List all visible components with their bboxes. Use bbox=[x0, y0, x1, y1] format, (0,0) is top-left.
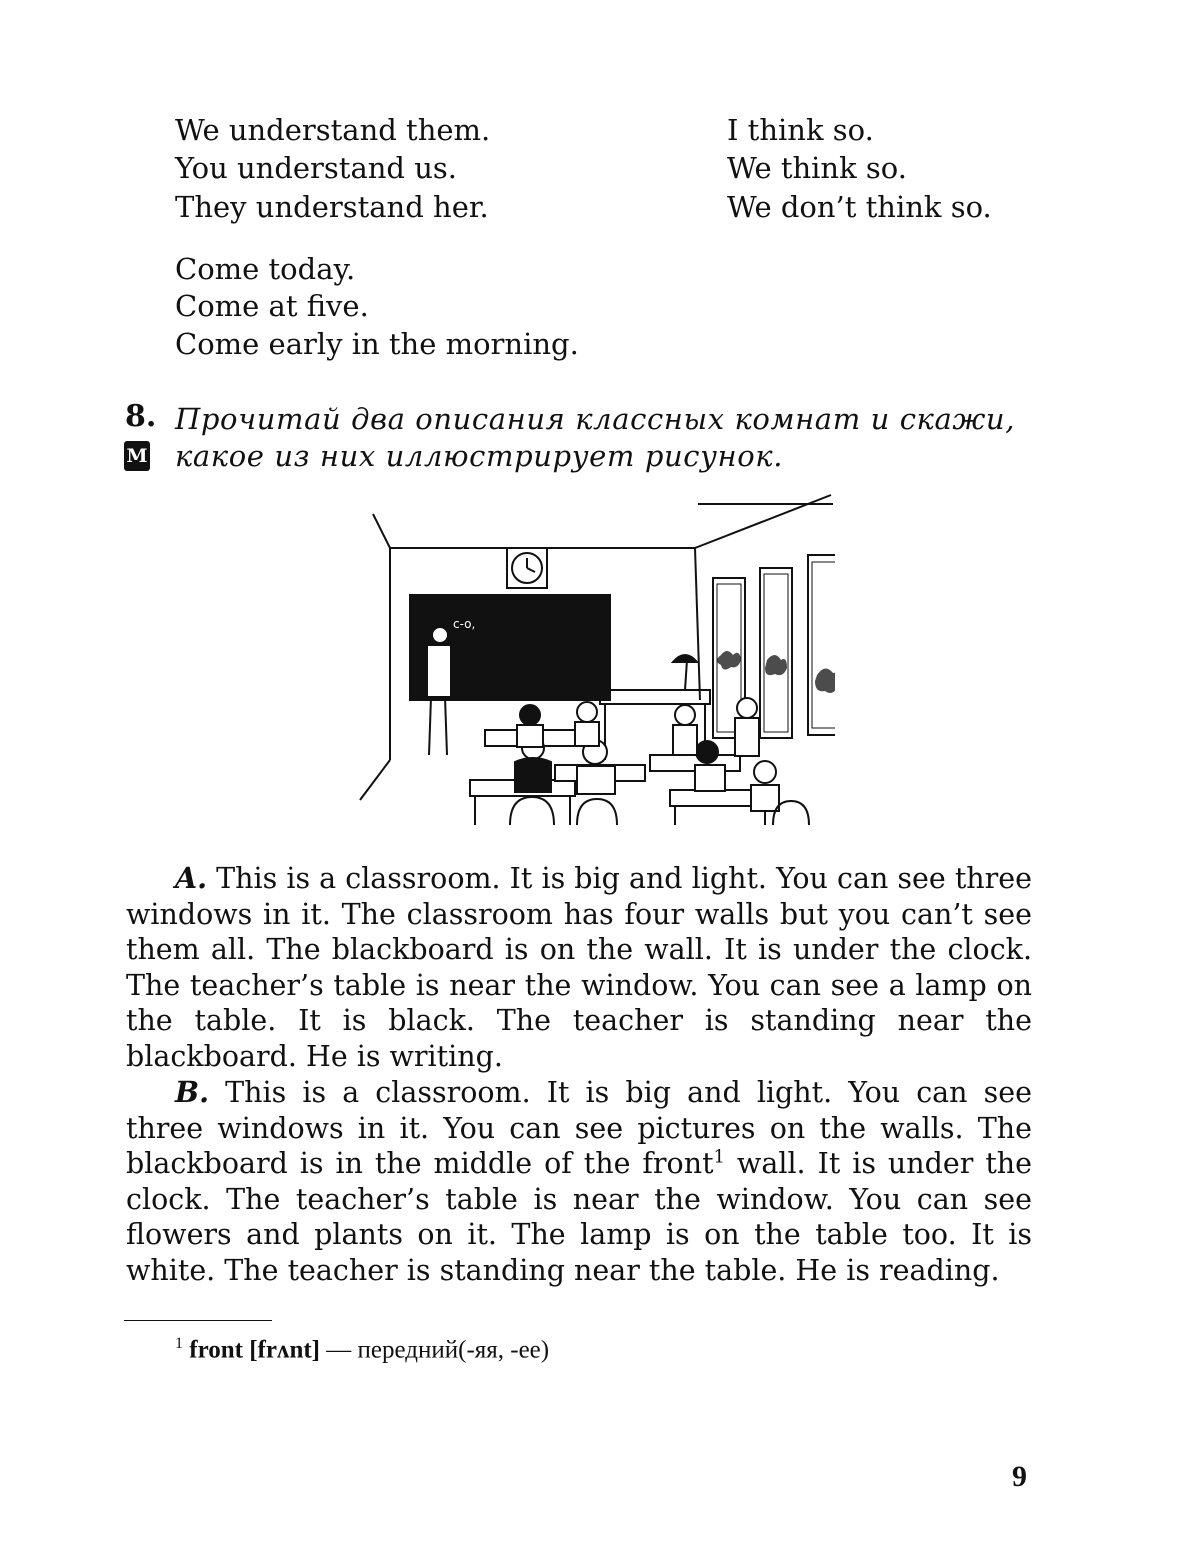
exercise-instruction: Прочитай два описания классных комнат и скажи, bbox=[175, 402, 1016, 436]
text-b-label: B bbox=[175, 1075, 200, 1109]
page-number: 9 bbox=[1012, 1460, 1027, 1493]
text-b: B. This is a classroom. It is big and light. You can see three windows in it. You can see pictures on the walls. The blackboard is in the middle of the front$^1$ wall. It is under the clock. The teacher’s table is near the window. You can see flowers and plants on it. The lamp is on the table too. It is white. The teacher is standing near the table. He is reading. bbox=[126, 1075, 1032, 1287]
footnote-mark: 1 bbox=[713, 1146, 725, 1168]
drill-line: Come early in the morning. bbox=[175, 327, 579, 361]
drill-line: We think so. bbox=[727, 151, 907, 185]
text-a: A. This is a classroom. It is big and light. You can see three windows in it. The classroom has four walls but you can’t see them all. The blackboard is on the wall. It is under the clock. The teacher’s table is near the window. You can see a lamp on the table. It is black. The teacher is standing near the blackboard. He is writing. bbox=[126, 861, 1032, 1073]
drill-line: They understand her. bbox=[175, 190, 489, 224]
footnote bbox=[175, 1335, 549, 1364]
exercise-badge-icon: М bbox=[124, 441, 150, 471]
exercise-instruction: какое из них иллюстрирует рисунок. bbox=[175, 439, 784, 473]
text-b-body: wall. It is under the clock. The teacher’s table is near the window. You can see flowers and plants on it. The lamp is on the table too. It is white. The teacher is standing near the table. He is reading. bbox=[126, 1147, 1032, 1287]
drill-line: You understand us. bbox=[175, 151, 457, 185]
classroom-illustration bbox=[355, 490, 835, 830]
drill-line: I think so. bbox=[727, 113, 874, 147]
text-b-body: This is a classroom. It is big and light. You can see three windows in it. You can see pictures on the walls. The blackboard is in the middle of the front bbox=[126, 1076, 1032, 1180]
drill-line: We don’t think so. bbox=[727, 190, 992, 224]
exercise-number: 8. bbox=[125, 399, 157, 434]
footnote-divider bbox=[124, 1320, 272, 1321]
footnote-translation: — передний(-яя, -ее) bbox=[320, 1336, 550, 1364]
footnote-mark: 1 bbox=[175, 1335, 183, 1352]
text-a-body: This is a classroom. It is big and light. You can see three windows in it. The classroom has four walls but you can’t see them all. The blackboard is on the wall. It is under the clock. The teacher’s table is near the window. You can see a lamp on the table. It is black. The teacher is standing near the blackboard. He is writing. bbox=[126, 862, 1032, 1073]
footnote-word: front bbox=[189, 1336, 243, 1364]
drill-line: We understand them. bbox=[175, 113, 491, 147]
text-a-label: A bbox=[175, 861, 198, 895]
footnote-transcription: [frʌnt] bbox=[249, 1336, 321, 1364]
drill-line: Come today. bbox=[175, 252, 356, 286]
drill-line: Come at five. bbox=[175, 289, 369, 323]
board-text: c-o, bbox=[453, 617, 476, 631]
